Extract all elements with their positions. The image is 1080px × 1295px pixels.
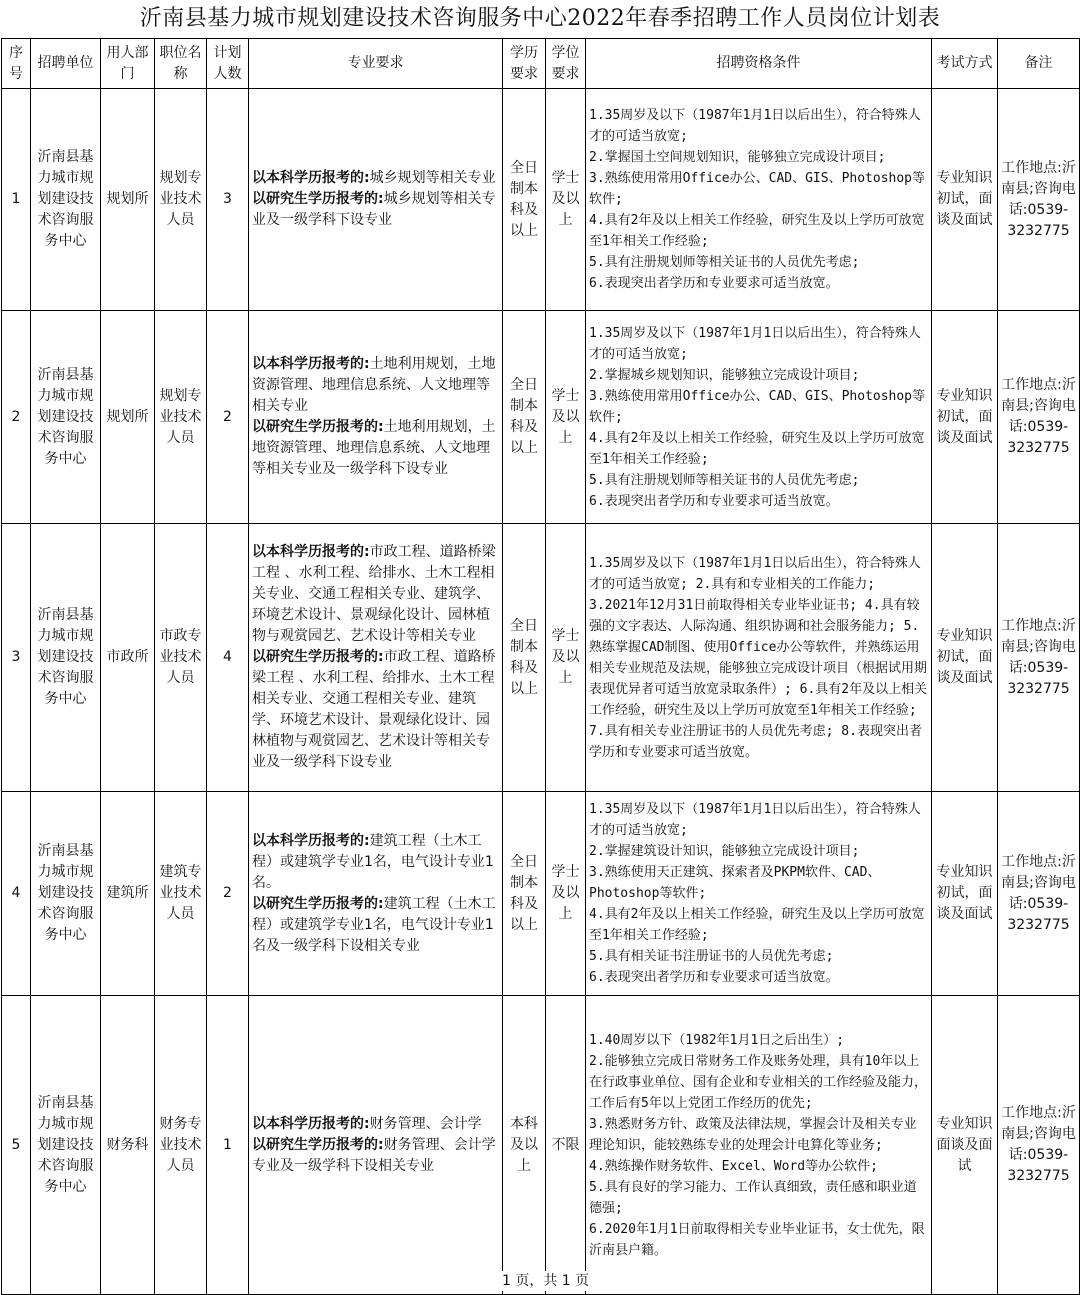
major-ug-text: 城乡规划等相关专业 [369,170,496,186]
cell-dept: 市政所 [101,524,155,792]
header-dept: 用人部门 [101,39,155,89]
header-exam: 考试方式 [932,39,998,89]
cell-unit: 沂南县基力城市规划建设技术咨询服务中心 [31,996,101,1295]
cell-count: 3 [207,89,249,311]
header-conditions: 招聘资格条件 [586,39,932,89]
cell-exam: 专业知识初试，面谈及面试 [932,89,998,311]
condition-item: 6.2020年1月1日前取得相关专业毕业证书，女士优先，限沂南县户籍。 [589,1221,925,1258]
major-ug-label: 以本科学历报考的: [252,832,370,849]
cell-conditions [586,996,932,1295]
condition-item: 6.表现突出者学历和专业要求可适当放宽。 [589,493,839,509]
table-row [2,996,1080,1295]
condition-item: 2.掌握城乡规划知识，能够独立完成设计项目; [589,367,860,383]
condition-item: 5.具有注册规划师等相关证书的人员优先考虑; [589,255,860,270]
major-pg-label: 以研究生学历报考的: [252,895,384,912]
cell-degree: 学士及以上 [546,792,586,996]
major-ug-text: 建筑工程（土木工程）或建筑学专业1名，电气设计专业1名。 [252,832,494,891]
condition-item: 2.掌握国土空间规划知识，能够独立完成设计项目; [589,150,886,165]
major-ug-label: 以本科学历报考的: [252,170,370,186]
cell-conditions [586,89,932,311]
condition-item: 4.具有2年及以上相关工作经验，研究生及以上学历可放宽至1年相关工作经验; [589,907,925,943]
cell-education: 全日制本科及以上 [503,89,546,311]
cell-major [249,524,503,792]
cell-seq: 2 [2,311,31,524]
cell-position: 规划专业技术人员 [155,311,207,524]
cell-count: 4 [207,524,249,792]
condition-item: 1.35周岁及以下（1987年1月1日以后出生），符合特殊人才的可适当放宽; [589,325,921,362]
cell-major [249,792,503,996]
condition-item: 3.熟悉财务方针、政策及法律法规，掌握会计及相关专业理论知识，能较熟练专业的处理会计电算化等业务; [589,1116,917,1153]
condition-item: 5.具有良好的学习能力、工作认真细致，责任感和职业道德强; [589,1179,917,1216]
header-count: 计划人数 [207,39,249,89]
cell-seq: 4 [2,792,31,996]
major-ug-text: 财务管理、会计学 [369,1115,482,1132]
major-pg-text: 城乡规划等相关专业及一级学科下设专业 [252,191,496,228]
cell-count: 2 [207,792,249,996]
cell-education: 全日制本科及以上 [503,792,546,996]
cell-count: 2 [207,311,249,524]
condition-item: 1.35周岁及以下（1987年1月1日以后出生），符合特殊人才的可适当放宽; [589,802,921,838]
condition-item: 1.35周岁及以下（1987年1月1日以后出生），符合特殊人才的可适当放宽; 2.具有和专业相关的工作能力; 3.2021年12月31日前取得相关专业毕业证书; 4.具有较强的文字表达、人际沟通、组织协调和社会服务能力; 5.熟练掌握CAD制图、使用Office办公等软件，并熟练运用相关专业规范及法规，能够独立完成设计项目（根据试用期表现优异者可适当放宽录取条件）; 6.具有2年及以上相关工作经验，研究生及以上学历可放宽至1年相关工作经验; 7.具有相关专业注册证书的人员优先考虑; 8.表现突出者学历和专业要求可适当放宽。 [589,555,928,760]
major-pg-label: 以研究生学历报考的: [252,649,384,665]
table-row [2,792,1080,996]
cell-unit: 沂南县基力城市规划建设技术咨询服务中心 [31,311,101,524]
condition-item: 6.表现突出者学历和专业要求可适当放宽。 [589,276,839,291]
cell-remark: 工作地点:沂南县;咨询电话:0539-3232775 [998,524,1080,792]
header-unit: 招聘单位 [31,39,101,89]
header-education: 学历要求 [503,39,546,89]
cell-position: 财务专业技术人员 [155,996,207,1295]
cell-degree: 学士及以上 [546,311,586,524]
cell-conditions [586,792,932,996]
cell-major [249,996,503,1295]
cell-dept: 财务科 [101,996,155,1295]
major-pg-text: 市政工程、道路桥梁工程 、水利工程、给排水、土木工程相关专业、交通工程相关专业、建筑学、环境艺术设计、景观绿化设计、园林植物与观赏园艺、艺术设计等相关专业及一级学科下设专业 [252,649,496,770]
table-row [2,524,1080,792]
cell-unit: 沂南县基力城市规划建设技术咨询服务中心 [31,792,101,996]
major-pg-label: 以研究生学历报考的: [252,419,384,435]
table-row [2,311,1080,524]
cell-conditions [586,524,932,792]
cell-position: 建筑专业技术人员 [155,792,207,996]
major-ug-label: 以本科学历报考的: [252,544,370,560]
condition-item: 5.具有注册规划师等相关证书的人员优先考虑; [589,472,860,488]
cell-unit: 沂南县基力城市规划建设技术咨询服务中心 [31,89,101,311]
cell-seq: 3 [2,524,31,792]
condition-item: 2.掌握建筑设计知识，能够独立完成设计项目; [589,844,860,859]
major-ug-label: 以本科学历报考的: [252,1115,370,1132]
header-remark: 备注 [998,39,1080,89]
condition-item: 4.具有2年及以上相关工作经验，研究生及以上学历可放宽至1年相关工作经验; [589,213,925,249]
header-seq: 序号 [2,39,31,89]
header-major: 专业要求 [249,39,503,89]
major-pg-text: 财务管理、会计学专业及一级学科下设相关专业 [252,1136,496,1174]
cell-conditions [586,311,932,524]
major-ug-text: 市政工程、道路桥梁工程 、水利工程、给排水、土木工程相关专业、交通工程相关专业、建筑学、环境艺术设计、景观绿化设计、园林植物与观赏园艺、艺术设计等相关专业 [252,544,496,644]
condition-item: 1.35周岁及以下（1987年1月1日以后出生），符合特殊人才的可适当放宽; [589,108,921,144]
condition-item: 6.表现突出者学历和专业要求可适当放宽。 [589,970,839,985]
condition-item: 3.熟练使用常用Office办公、CAD、GIS、Photoshop等软件; [589,171,926,207]
condition-item: 4.熟练操作财务软件、Excel、Word等办公软件; [589,1158,878,1174]
cell-remark: 工作地点:沂南县;咨询电话:0539-3232775 [998,89,1080,311]
cell-degree: 不限 [546,996,586,1295]
cell-major [249,89,503,311]
cell-unit: 沂南县基力城市规划建设技术咨询服务中心 [31,524,101,792]
condition-item: 3.熟练使用常用Office办公、CAD、GIS、Photoshop等软件; [589,388,926,425]
cell-degree: 学士及以上 [546,89,586,311]
cell-degree: 学士及以上 [546,524,586,792]
header-row [2,39,1080,89]
cell-education: 全日制本科及以上 [503,311,546,524]
major-pg-label: 以研究生学历报考的: [252,1136,384,1153]
condition-item: 4.具有2年及以上相关工作经验，研究生及以上学历可放宽至1年相关工作经验; [589,430,925,467]
cell-dept: 规划所 [101,89,155,311]
major-ug-text: 土地利用规划，土地资源管理、地理信息系统、人文地理等相关专业 [252,356,496,414]
major-ug-label: 以本科学历报考的: [252,356,370,372]
header-position: 职位名称 [155,39,207,89]
major-pg-label: 以研究生学历报考的: [252,191,384,207]
cell-dept: 规划所 [101,311,155,524]
page-footer: 1 页，共 1 页 [502,1273,590,1289]
cell-remark: 工作地点:沂南县;咨询电话:0539-3232775 [998,311,1080,524]
cell-remark: 工作地点:沂南县;咨询电话:0539-3232775 [998,996,1080,1295]
cell-count: 1 [207,996,249,1295]
cell-education: 本科及以上 [503,996,546,1295]
condition-item: 1.40周岁以下（1982年1月1日之后出生）; [589,1032,845,1048]
table-row [2,89,1080,311]
cell-education: 全日制本科及以上 [503,524,546,792]
cell-exam: 专业知识初试，面谈及面试 [932,311,998,524]
condition-item: 2.能够独立完成日常财务工作及账务处理，具有10年以上在行政事业单位、国有企业和专业相关的工作经验及能力，工作后有5年以上党团工作经历的优先; [589,1053,928,1111]
cell-position: 规划专业技术人员 [155,89,207,311]
cell-position: 市政专业技术人员 [155,524,207,792]
cell-dept: 建筑所 [101,792,155,996]
cell-seq: 1 [2,89,31,311]
cell-exam: 专业知识初试，面谈及面试 [932,524,998,792]
condition-item: 3.熟练使用天正建筑、探索者及PKPM软件、CAD、Photoshop等软件; [589,865,881,901]
page-title: 沂南县基力城市规划建设技术咨询服务中心2022年春季招聘工作人员岗位计划表 [139,6,941,31]
cell-remark: 工作地点:沂南县;咨询电话:0539-3232775 [998,792,1080,996]
major-pg-text: 土地利用规划，土地资源管理、地理信息系统、人文地理等相关专业及一级学科下设专业 [252,419,496,477]
cell-major [249,311,503,524]
condition-item: 5.具有相关证书注册证书的人员优先考虑; [589,949,834,964]
major-pg-text: 建筑工程（土木工程）或建筑学专业1名，电气设计专业1名及一级学科下设相关专业 [252,895,496,954]
header-degree: 学位要求 [546,39,586,89]
recruitment-plan-table [1,38,1080,1295]
cell-seq: 5 [2,996,31,1295]
cell-exam: 专业知识面谈及面试 [932,996,998,1295]
cell-exam: 专业知识初试，面谈及面试 [932,792,998,996]
